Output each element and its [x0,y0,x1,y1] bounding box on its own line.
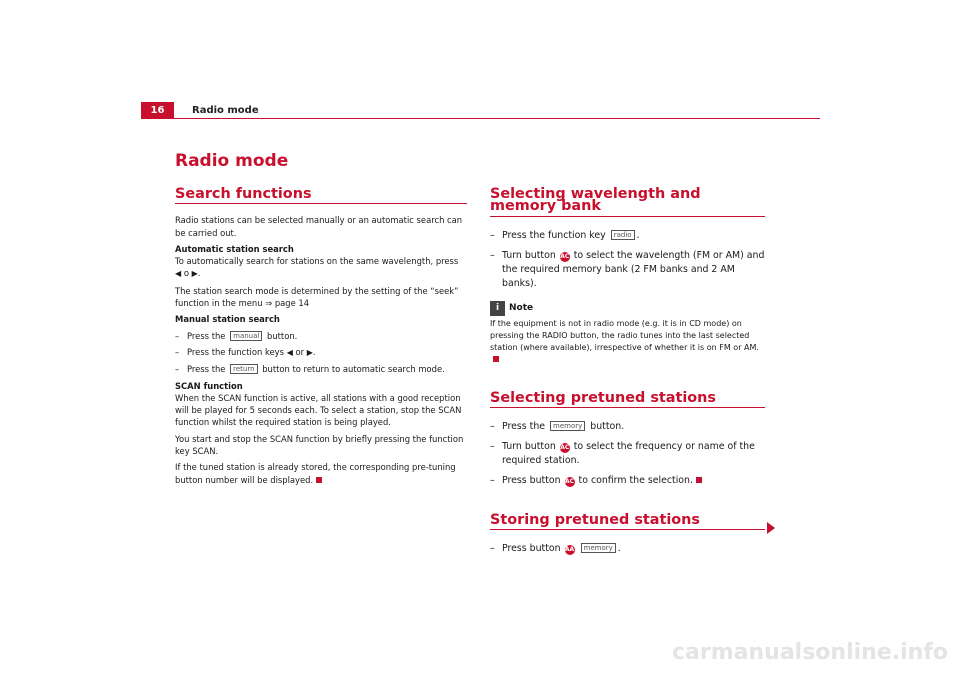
header-rule [174,118,820,119]
section-heading-search: Search functions [175,188,467,204]
scan-text-1: When the SCAN function is active, all stations with a good reception will be played for 5 seconds each. To select a station, stop the SCAN function whilst the required station is being played. [175,392,462,428]
right-arrow-icon: ▶ [306,347,313,357]
control-aa-icon: AA [564,546,575,554]
left-arrow-icon: ◀ [175,269,182,279]
list-item: – Press the manual button. [175,330,298,341]
seek-text: The station search mode is determined by the setting of the “seek” function in the menu ⇒ page 14 [175,285,459,309]
section-heading-pretuned: Selecting pretuned stations [490,392,765,408]
control-ac-icon: AC [560,443,570,451]
control-ac-icon: AC [560,252,570,260]
manual-search-heading: Manual station search [175,314,280,325]
right-arrow-icon: ▶ [191,269,198,279]
manual-key: manual [230,331,262,341]
auto-search-heading: Automatic station search [175,243,294,254]
return-key: return [230,364,257,374]
memory-key: memory [550,421,585,431]
list-item: – Press the return button to return to automatic search mode. [175,364,445,375]
continue-arrow-icon [767,522,775,534]
running-title: Radio mode [192,105,259,116]
chapter-title: Radio mode [175,151,289,171]
list-item: – Press button AA memory . [490,543,621,555]
note-text: If the equipment is not in radio mode (e.g. it is in CD mode) on pressing the RADIO button, the radio tunes into the last selected station (where available), irrespective of whether it is on FM or AM. [490,318,765,366]
auto-search-text: To automatically search for stations on the same wavelength, press ◀ o ▶. [175,256,459,279]
note-label: Note [509,302,534,313]
note [490,301,765,316]
end-mark-icon [696,477,702,483]
note-icon: i [490,301,505,316]
end-mark-icon [316,477,322,483]
list-item: – Press the memory button. [490,420,625,432]
memory-key: memory [581,543,616,553]
scan-heading: SCAN function [175,380,243,391]
list-item: – Press the function keys ◀ or ▶. [175,346,316,357]
end-mark-icon [493,356,499,362]
section-heading-storing: Storing pretuned stations [490,514,765,530]
list-item: – Turn button AC to select the frequency or name of the required station. [490,440,755,466]
section-heading-wavelength: Selecting wavelength and memory bank [490,188,765,217]
radio-key: radio [611,230,635,240]
list-item: – Press button AC to confirm the selection. [490,474,765,488]
scan-text-3: If the tuned station is already stored, the corresponding pre-tuning button number will be displayed. [175,462,456,485]
watermark: carmanualsonline.info [672,640,948,665]
intro-text: Radio stations can be selected manually or an automatic search can be carried out. [175,215,463,238]
list-item: – Press the function key radio . [490,229,640,241]
control-ac-icon: AC [565,477,575,485]
list-item: – Turn button AC to select the wavelength (FM or AM) and the required memory bank (2 FM banks and 2 AM banks). [490,249,765,289]
page-number: 16 [141,102,174,119]
scan-text-2: You start and stop the SCAN function by briefly pressing the function key SCAN. [175,433,464,457]
left-arrow-icon: ◀ [286,347,293,357]
right-column [490,188,765,556]
left-column [175,188,467,486]
